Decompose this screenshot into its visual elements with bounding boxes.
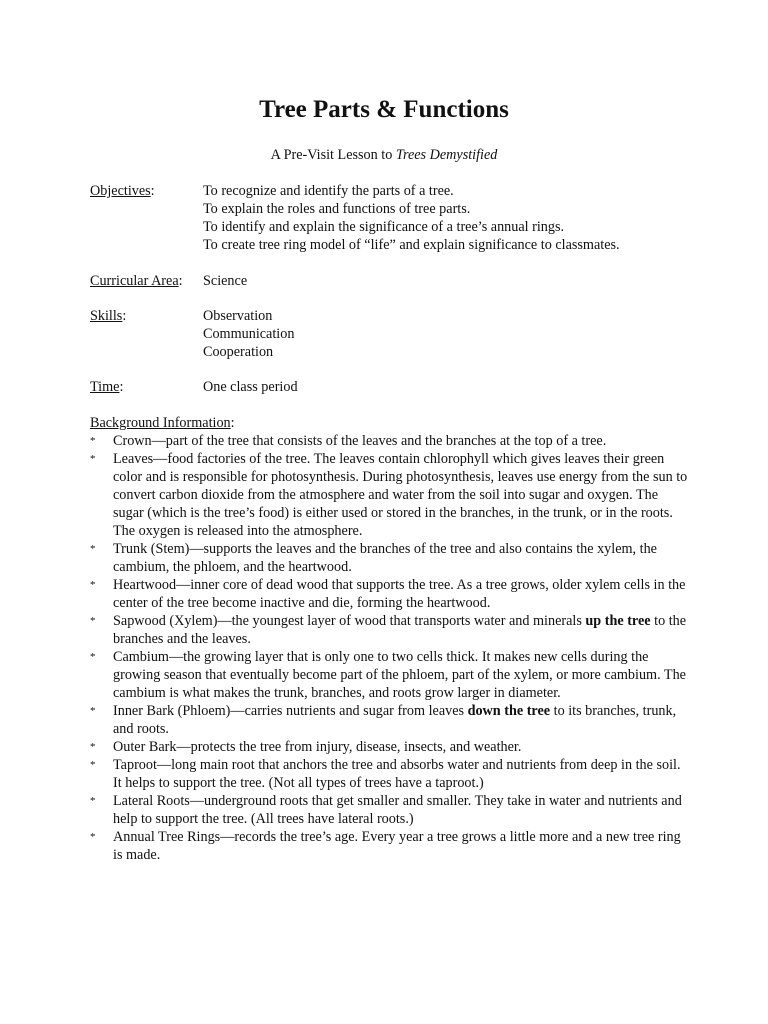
skills-list: [203, 307, 294, 361]
item-text: Inner Bark (Phloem)—carries nutrients and sugar from leaves: [113, 703, 468, 719]
background-item: [90, 576, 690, 612]
objective-item: To create tree ring model of “life” and explain significance to classmates.: [203, 237, 620, 253]
objectives-list: [203, 182, 620, 254]
background-item: [90, 756, 690, 792]
document-title: Tree Parts & Functions: [259, 96, 509, 123]
bullet-marker: *: [90, 741, 96, 753]
time-text: One class period: [203, 379, 298, 395]
skill-item: Communication: [203, 326, 295, 342]
bullet-marker: *: [90, 579, 96, 591]
skill-item: Observation: [203, 308, 273, 324]
bullet-marker: *: [90, 759, 96, 771]
bullet-marker: *: [90, 543, 96, 555]
item-text: to the branches and the leaves.: [113, 613, 687, 647]
bullet-marker: *: [90, 651, 96, 663]
skills-label: Skills:: [90, 308, 127, 324]
background-item: [90, 612, 690, 648]
item-text: Heartwood—inner core of dead wood that supports the tree. As a tree grows, older xylem cells in the center of the tree become inactive and die, forming the heartwood.: [113, 577, 686, 611]
bullet-marker: *: [90, 831, 96, 843]
curricular-area-label: Curricular Area:: [90, 273, 183, 289]
background-item: [90, 792, 690, 828]
subtitle-prefix: A Pre-Visit Lesson to: [270, 147, 396, 163]
emphasis-text: down the tree: [467, 703, 551, 719]
item-text: to its branches, trunk, and roots.: [113, 703, 677, 737]
subtitle-book-title: Trees Demystified: [395, 147, 498, 163]
curricular-area-value: [203, 272, 247, 290]
item-text: Lateral Roots—underground roots that get smaller and smaller. They take in water and nutrients and help to support the tree. (All trees have lateral roots.): [113, 793, 682, 827]
background-item: [90, 450, 690, 540]
bullet-marker: *: [90, 435, 96, 447]
item-text: Trunk (Stem)—supports the leaves and the branches of the tree and also contains the xylem, the cambium, the phloem, and the heartwood.: [113, 541, 657, 575]
time-value: [203, 378, 298, 396]
item-text: Taproot—long main root that anchors the tree and absorbs water and nutrients from deep in the soil. It helps to support the tree. (Not all types of trees have a taproot.): [113, 757, 681, 791]
item-text: Leaves—food factories of the tree. The leaves contain chlorophyll which gives leaves their green color and is responsible for photosynthesis. During photosynthesis, leaves use energy from the sun to convert carbon dioxide from the atmosphere and water from the soil into sugar and oxygen. The sugar (which is the tree’s food) is either used or stored in the branches, in the trunk, or in the roots. The oxygen is released into the atmosphere.: [113, 451, 688, 539]
objectives-label: Objectives:: [90, 183, 155, 199]
background-item: [90, 738, 690, 756]
item-text: Crown—part of the tree that consists of the leaves and the branches at the top of a tree.: [113, 433, 607, 449]
background-item: [90, 648, 690, 702]
emphasis-text: up the tree: [585, 613, 651, 629]
time-label: Time:: [90, 379, 124, 395]
skill-item: Cooperation: [203, 344, 274, 360]
objective-item: To identify and explain the significance of a tree’s annual rings.: [203, 219, 565, 235]
objective-item: To explain the roles and functions of tree parts.: [203, 201, 471, 217]
item-text: Outer Bark—protects the tree from injury, disease, insects, and weather.: [113, 739, 522, 755]
item-text: Sapwood (Xylem)—the youngest layer of wood that transports water and minerals: [113, 613, 586, 629]
curricular-area-text: Science: [203, 273, 248, 289]
item-text: Annual Tree Rings—records the tree’s age. Every year a tree grows a little more and a new tree ring is made.: [113, 829, 681, 863]
objective-item: To recognize and identify the parts of a tree.: [203, 183, 454, 199]
background-item: [90, 828, 690, 864]
background-item: [90, 702, 690, 738]
background-heading: Background Information:: [90, 415, 235, 431]
background-item: [90, 432, 690, 450]
bullet-marker: *: [90, 615, 96, 627]
bullet-marker: *: [90, 705, 96, 717]
document-subtitle: [0, 146, 768, 164]
bullet-marker: *: [90, 453, 96, 465]
background-item: [90, 540, 690, 576]
item-text: Cambium—the growing layer that is only one to two cells thick. It makes new cells during the growing season that eventually become part of the phloem, part of the xylem, or more cambium. The cambium is what makes the trunk, branches, and roots grow larger in diameter.: [113, 649, 686, 701]
background-list: [90, 432, 690, 864]
bullet-marker: *: [90, 795, 96, 807]
